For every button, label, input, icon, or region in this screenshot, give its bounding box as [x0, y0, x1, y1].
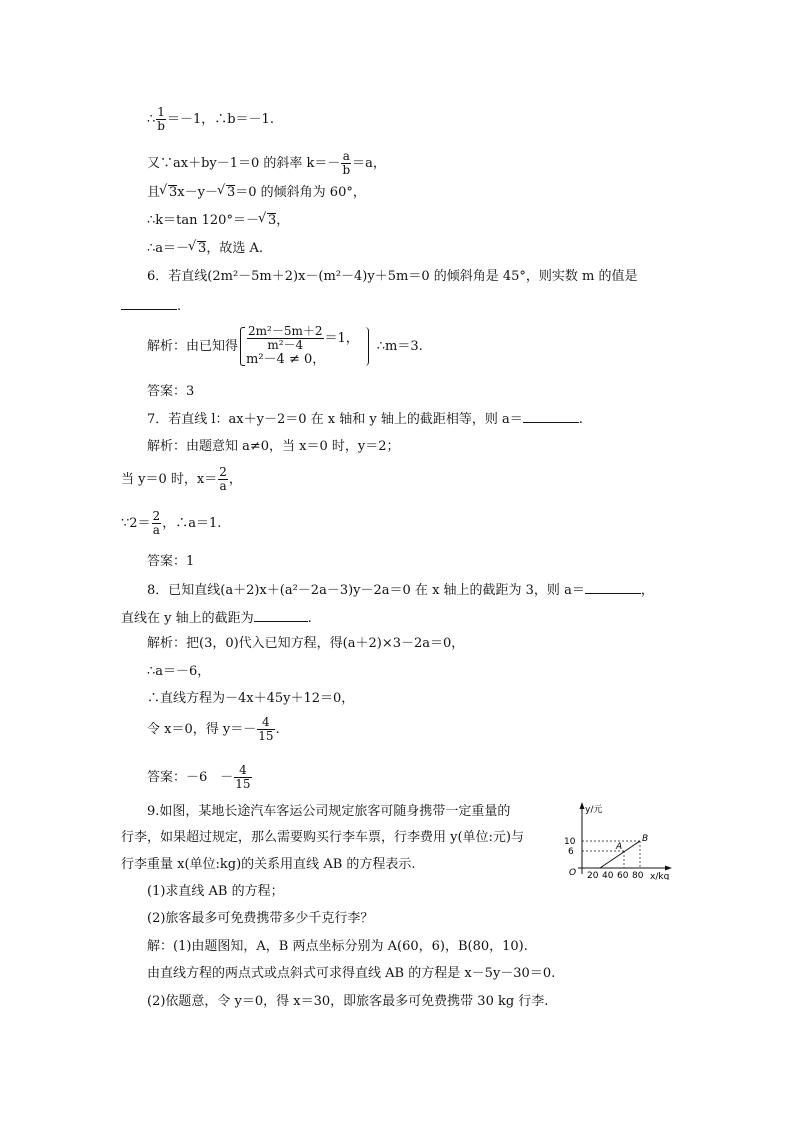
- fraction-2-over-a: [218, 466, 228, 493]
- text-segment: ，∴a＝1.: [162, 516, 222, 531]
- numerator: 1: [157, 105, 165, 119]
- y-tick-6: 6: [568, 847, 574, 857]
- question-7-text: [147, 410, 583, 429]
- denominator: 15: [235, 777, 251, 791]
- question-7-solution-2: [121, 466, 242, 493]
- numerator: 2: [152, 509, 161, 523]
- question-6-blank-line: [121, 297, 181, 316]
- text-segment: .: [307, 611, 312, 626]
- question-9-part-1: (1)求直线 AB 的方程；: [147, 884, 284, 899]
- question-8-answer: [147, 764, 253, 791]
- question-9-solution-3: (2)依题意，令 y＝0，得 x＝30，即旅客最多可免费携带 30 kg 行李.: [147, 994, 549, 1009]
- question-7-solution-1: 解析：由题意知 a≠0，当 x＝0 时，y＝2；: [147, 439, 400, 454]
- question-8-solution-1: 解析：把(3，0)代入已知方程，得(a＋2)×3－2a＝0，: [147, 636, 465, 651]
- sqrt-3: √ 3: [197, 241, 206, 256]
- system-row-2: m²－4 ≠ 0，: [246, 352, 326, 367]
- question-9-text-1: 9.如图，某地长途汽车客运公司规定旅客可随身携带一定重量的: [147, 804, 511, 819]
- solution-line-4: [147, 212, 289, 230]
- fraction-2-over-a: [152, 510, 162, 537]
- text-segment: x－y－: [177, 185, 218, 200]
- answer-blank-intercept[interactable]: [254, 609, 308, 622]
- solution-line-3: [147, 184, 366, 202]
- text-segment: ，: [640, 583, 654, 598]
- equation-system: [240, 325, 359, 368]
- x-tick-60: 60: [617, 871, 629, 880]
- question-8-stem: 8．已知直线(a＋2)x＋(a²－2a－3)y－2a＝0 在 x 轴上的截距为 3，则 a＝: [147, 583, 585, 598]
- answer-blank-a[interactable]: [585, 581, 641, 594]
- answer-blank[interactable]: [121, 297, 177, 310]
- x-axis-arrow: [665, 866, 672, 871]
- numerator: 2m²－5m＋2: [248, 324, 323, 338]
- origin-label: O: [569, 868, 577, 878]
- text-segment: 且: [147, 185, 161, 200]
- numerator: a: [342, 149, 350, 163]
- left-brace: [240, 327, 245, 366]
- text-segment: ∵2＝: [121, 516, 151, 531]
- question-8-text-1: [147, 581, 654, 600]
- question-6-solution: [147, 322, 423, 372]
- question-6-text: [147, 268, 638, 286]
- text-segment: 当 y＝0 时，x＝: [121, 472, 218, 487]
- solution-label: 解析：由已知得: [147, 339, 239, 354]
- text-segment: .: [275, 722, 280, 737]
- numerator: 4: [257, 716, 274, 730]
- therefore-symbol: ∴: [147, 112, 156, 127]
- question-9-part-2: (2)旅客最多可免费携带多少千克行李？: [147, 911, 374, 926]
- text-segment: ∴a＝－: [147, 241, 190, 256]
- point-b-label: B: [642, 834, 649, 844]
- x-tick-80: 80: [632, 871, 644, 880]
- fraction-1-over-b: [156, 106, 166, 133]
- solution-line-2: [147, 150, 386, 177]
- text-segment: ，: [228, 472, 242, 487]
- text-segment: ∴k＝tan 120°＝－: [147, 213, 259, 228]
- text-segment: 又∵ax＋by－1＝0 的斜率 k＝－: [147, 156, 341, 171]
- point-a-label: A: [616, 842, 623, 852]
- text-segment: ∴m＝3.: [376, 339, 423, 354]
- sqrt-3: √ 3: [226, 185, 235, 200]
- denominator: b: [342, 163, 351, 177]
- question-6-stem: 6．若直线(2m²－5m＋2)x－(m²－4)y＋5m＝0 的倾斜角是 45°，则实数 m 的值是: [147, 269, 638, 284]
- x-tick-40: 40: [602, 871, 614, 880]
- y-tick-10: 10: [564, 837, 576, 847]
- text-segment: ＝1，: [324, 331, 359, 346]
- question-8-solution-2: ∴a＝－6，: [147, 664, 211, 679]
- denominator: 15: [258, 729, 274, 743]
- denominator: b: [157, 119, 165, 133]
- text-segment: 令 x＝0，得 y＝－: [147, 722, 257, 737]
- question-7-solution-3: [121, 510, 221, 537]
- fraction-4-over-15: [257, 716, 274, 743]
- y-axis-arrow: [580, 802, 585, 809]
- question-9-text-3: 行李重量 x(单位:kg)的关系用直线 AB 的方程表示.: [121, 857, 416, 872]
- text-segment: ＝－1，∴b＝－1.: [166, 112, 274, 127]
- right-paren: [364, 327, 369, 366]
- text-segment: .: [177, 299, 182, 314]
- fraction-a-over-b: [341, 150, 351, 177]
- question-8-text-2: [121, 609, 312, 628]
- text-segment: .: [578, 412, 583, 427]
- text-segment: 答案：－6 －: [147, 770, 234, 785]
- text-segment: ＝a，: [352, 156, 386, 171]
- question-9-text-2: 行李，如果超过规定，那么需要购买行李车票，行李费用 y(单位:元)与: [121, 830, 525, 845]
- question-9-solution-1: 解：(1)由题图知，A，B 两点坐标分别为 A(60，6)，B(80，10).: [147, 939, 528, 954]
- solution-line-1: [147, 106, 274, 133]
- text-segment: ，: [276, 213, 290, 228]
- y-axis-label: y/元: [585, 805, 603, 815]
- sqrt-3: √ 3: [168, 185, 177, 200]
- sqrt-3: √ 3: [267, 213, 276, 228]
- fraction-4-over-15: [234, 764, 251, 791]
- answer-blank[interactable]: [523, 410, 579, 423]
- x-tick-20: 20: [587, 871, 599, 880]
- denominator: m²－4: [267, 338, 304, 352]
- system-fraction: [247, 325, 323, 352]
- text-segment: ，故选 A.: [206, 241, 263, 256]
- question-8-solution-3: ∴直线方程为－4x＋45y＋12＝0，: [147, 691, 355, 706]
- numerator: 4: [234, 764, 251, 778]
- x-axis-label: x/kg: [650, 872, 670, 880]
- solution-line-5: [147, 240, 263, 258]
- numerator: 2: [219, 465, 227, 479]
- system-row-1: [246, 325, 359, 352]
- denominator: a: [219, 479, 227, 493]
- question-6-answer: 答案：3: [147, 384, 195, 399]
- question-7-stem: 7．若直线 l：ax＋y－2＝0 在 x 轴和 y 轴上的截距相等，则 a＝: [147, 412, 523, 427]
- question-9-solution-2: 由直线方程的两点式或点斜式可求得直线 AB 的方程是 x－5y－30＝0.: [147, 966, 556, 981]
- luggage-fee-figure: [560, 800, 680, 880]
- question-8-solution-4: [147, 716, 280, 743]
- denominator: a: [152, 523, 160, 537]
- question-7-answer: 答案：1: [147, 554, 195, 569]
- text-segment: ＝0 的倾斜角为 60°，: [235, 185, 366, 200]
- text-segment: 直线在 y 轴上的截距为: [121, 611, 254, 626]
